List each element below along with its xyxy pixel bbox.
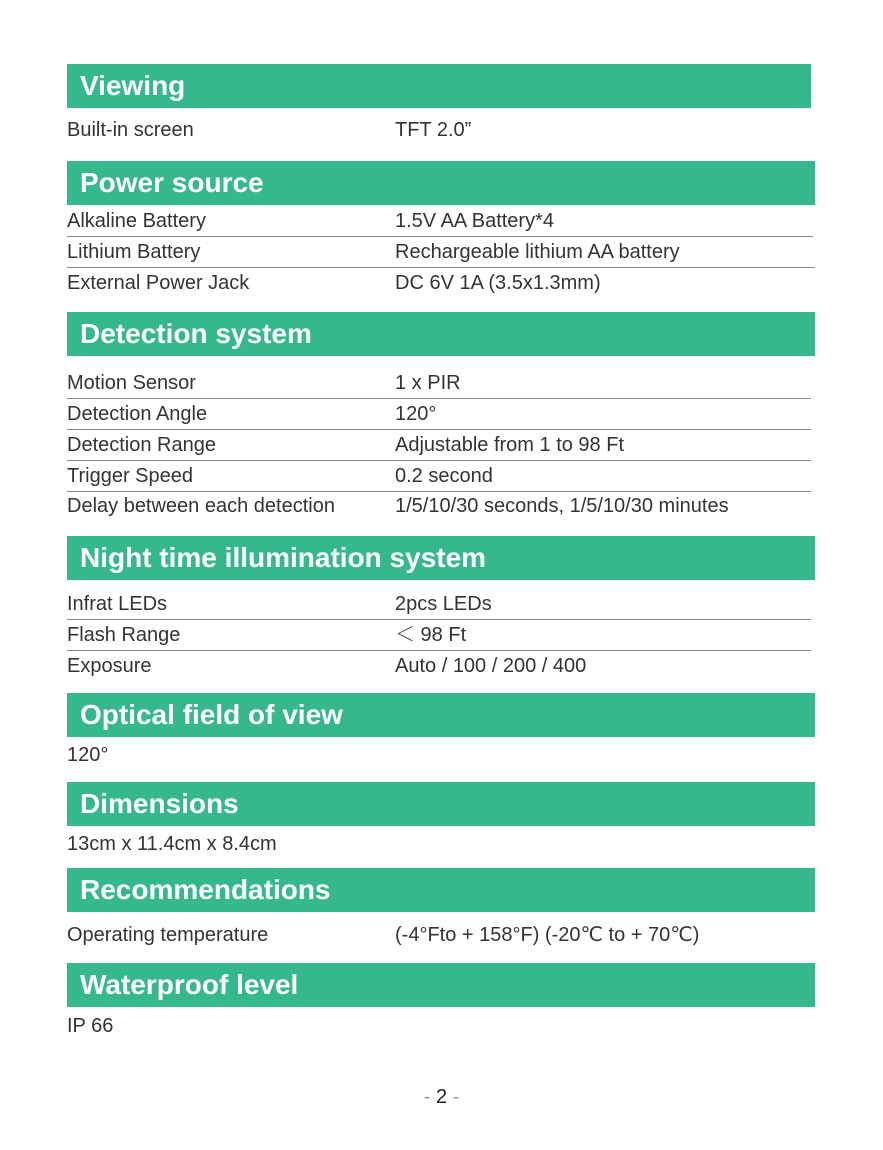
spec-label: Lithium Battery (67, 241, 201, 263)
spec-row (67, 461, 811, 492)
page-number (0, 1086, 883, 1109)
spec-row (67, 368, 811, 399)
spec-label: Motion Sensor (67, 372, 196, 394)
page-number-value: 2 (435, 1086, 448, 1108)
spec-value: TFT 2.0” (395, 119, 472, 141)
spec-label: Exposure (67, 655, 152, 677)
spec-value: 0.2 second (395, 465, 493, 487)
spec-row (67, 237, 815, 268)
spec-row (67, 1011, 813, 1042)
spec-label: Detection Range (67, 434, 216, 456)
section-header-power-source: Power source (67, 161, 815, 205)
spec-value: 1.5V AA Battery*4 (395, 210, 554, 232)
spec-row (67, 430, 811, 461)
spec-row (67, 491, 813, 522)
spec-row (67, 829, 813, 860)
spec-label: Infrat LEDs (67, 593, 168, 615)
spec-value: Adjustable from 1 to 98 Ft (395, 434, 625, 456)
spec-row (67, 206, 813, 237)
spec-label: Built-in screen (67, 119, 194, 141)
spec-value: (-4°Fto + 158°F) (-20℃ to + 70℃) (395, 924, 700, 946)
spec-value: DC 6V 1A (3.5x1.3mm) (395, 272, 601, 294)
section-header-recommendations: Recommendations (67, 868, 815, 912)
spec-label: Operating temperature (67, 924, 269, 946)
spec-value: 13cm x 11.4cm x 8.4cm (67, 833, 277, 855)
section-header-viewing: Viewing (67, 64, 811, 108)
spec-row (67, 115, 813, 146)
section-header-optical-field: Optical field of view (67, 693, 815, 737)
spec-value: 1/5/10/30 seconds, 1/5/10/30 minutes (395, 495, 729, 517)
page-number-dash-right: - (452, 1086, 460, 1108)
page-number-dash-left: - (423, 1086, 431, 1108)
spec-value: 2pcs LEDs (395, 593, 492, 615)
spec-row (67, 268, 813, 299)
section-header-night-illumination: Night time illumination system (67, 536, 815, 580)
spec-row (67, 399, 811, 430)
spec-value: 120° (395, 403, 437, 425)
spec-value: 1 x PIR (395, 372, 461, 394)
spec-value: 120° (67, 744, 109, 766)
spec-row (67, 920, 813, 951)
spec-label: External Power Jack (67, 272, 250, 294)
spec-label: Trigger Speed (67, 465, 193, 487)
spec-label: Delay between each detection (67, 495, 335, 517)
section-header-detection-system: Detection system (67, 312, 815, 356)
spec-label: Detection Angle (67, 403, 208, 425)
spec-row (67, 651, 813, 682)
spec-label: Alkaline Battery (67, 210, 206, 232)
spec-row (67, 589, 811, 620)
spec-value: ＜ 98 Ft (395, 624, 467, 646)
spec-label: Flash Range (67, 624, 181, 646)
spec-row (67, 740, 813, 771)
spec-row (67, 620, 811, 651)
spec-value: Rechargeable lithium AA battery (395, 241, 680, 263)
section-header-dimensions: Dimensions (67, 782, 815, 826)
spec-value: IP 66 (67, 1015, 114, 1037)
section-header-waterproof: Waterproof level (67, 963, 815, 1007)
spec-value: Auto / 100 / 200 / 400 (395, 655, 587, 677)
